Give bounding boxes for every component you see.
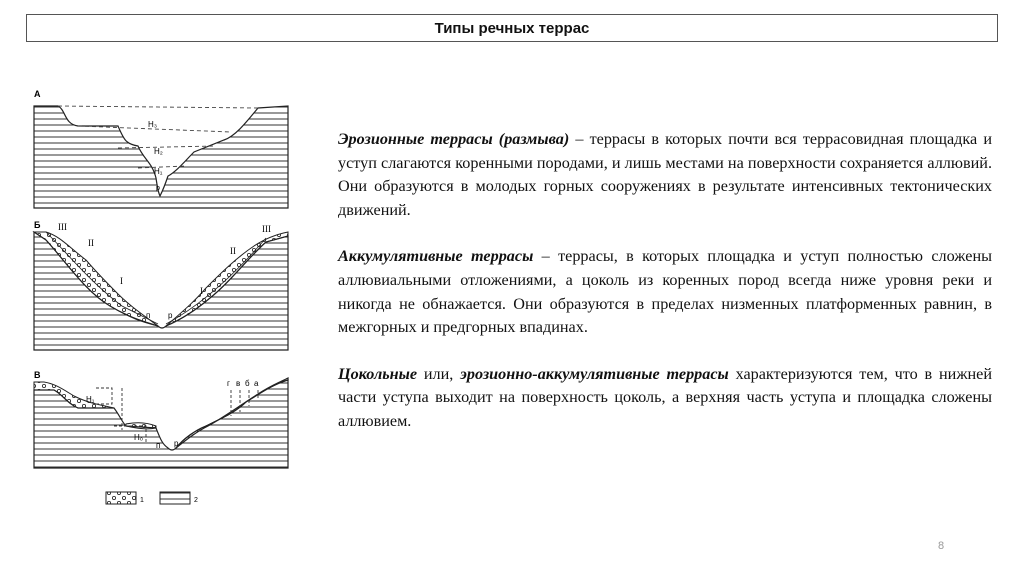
label-b-i-left: I — [120, 276, 123, 286]
river-terraces-figure — [26, 80, 301, 520]
label-h1: H₁ — [154, 167, 163, 176]
panel-b-letter: Б — [34, 220, 41, 230]
term-socle: Цокольные — [338, 364, 418, 383]
slide-title: Типы речных террас — [26, 14, 998, 42]
label-c-v: в — [236, 379, 241, 388]
terrace-descriptions — [338, 128, 992, 457]
page-number: 8 — [938, 540, 945, 552]
panel-a-letter: А — [34, 89, 41, 99]
label-b-ii-left: II — [88, 238, 94, 248]
term-erosion-accumulative: эрозионно-аккумулятивные террасы — [460, 364, 729, 383]
label-c-h0: H₀ — [134, 433, 144, 442]
label-h3: H₃ — [148, 120, 158, 129]
panel-a-erosional — [34, 89, 288, 208]
label-c-a: а — [254, 379, 259, 388]
label-c-river: р — [174, 439, 179, 448]
label-c-floodplain: п — [156, 441, 161, 450]
panel-c-letter: В — [34, 370, 41, 380]
text-socle: характеризуются тем, что в нижней части уступа выходит на поверхность цоколь, а верхняя часть уступа и площадка сложены аллювием. — [338, 364, 993, 430]
label-c-b: б — [245, 379, 250, 388]
legend-label-2: 2 — [194, 497, 198, 504]
text-erosional: – террасы в которых почти вся террасовидная площадка и уступ слагаются коренными породами, и лишь местами на поверхности сохраняется аллювий. Они образуются в молодых горных сооружениях в результате интенсивных тектонических движений. — [338, 130, 992, 219]
paragraph-erosional — [338, 128, 992, 222]
legend-bedrock-swatch — [160, 492, 190, 504]
label-river-a: р — [156, 185, 160, 192]
term-erosional: Эрозионные террасы (размыва) — [338, 130, 570, 148]
term-accumulative: Аккумулятивные террасы — [338, 247, 534, 266]
label-b-ii-right: II — [230, 246, 236, 256]
legend-label-1: 1 — [140, 497, 144, 504]
panel-b-accumulative — [34, 220, 288, 350]
label-b-iii-left: III — [58, 222, 67, 232]
label-c-g: г — [227, 379, 230, 388]
text-socle-or: или, — [417, 364, 461, 383]
paragraph-accumulative — [338, 245, 992, 339]
legend-alluvium-swatch — [106, 492, 136, 504]
paragraph-socle — [338, 363, 992, 434]
label-c-h1: H₁ — [86, 395, 95, 404]
label-b-river: р — [168, 311, 173, 320]
label-b-iii-right: III — [262, 224, 271, 234]
figure-legend — [106, 492, 198, 504]
label-b-i-right: I — [200, 286, 203, 296]
text-accumulative: – террасы, в которых площадка и уступ полностью сложены аллювиальными отложениями, а цоколь из коренных пород всегда ниже уровня реки и никогда не обнажается. Они образуются в пределах низменных платформенных равнин, в межгорных и предгорных впадинах. — [338, 247, 992, 337]
label-b-floodplain: п — [146, 311, 151, 320]
panel-c-socle — [34, 370, 288, 468]
label-h2: H₂ — [154, 147, 163, 156]
